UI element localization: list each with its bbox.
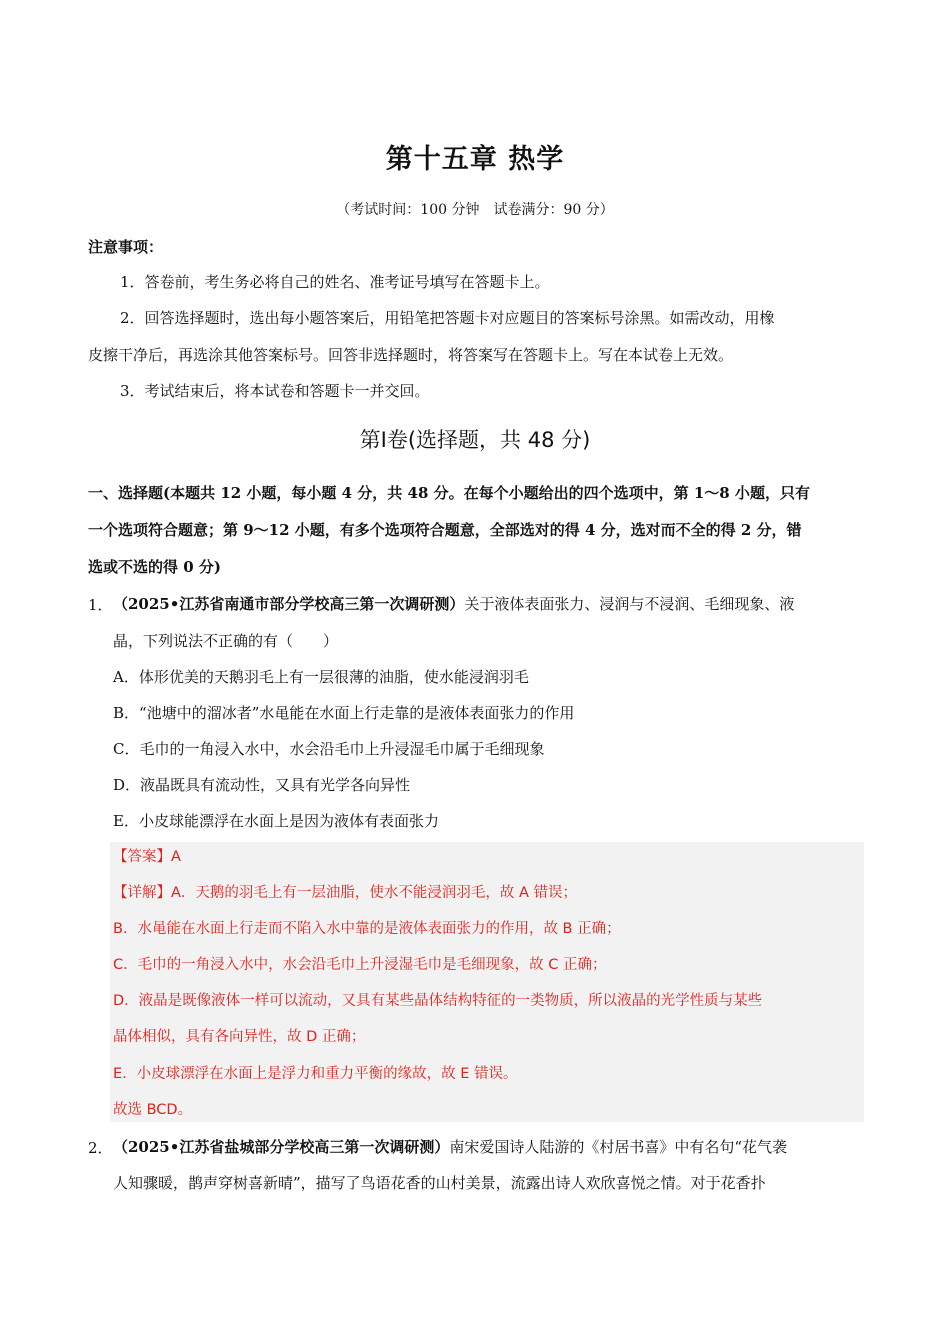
part1-instructions-line-2: 一个选项符合题意；第 9～12 小题，有多个选项符合题意，全部选对的得 4 分，选对而不全的得 2 分，错 xyxy=(88,521,802,539)
question-1-option-d: D．液晶既具有流动性，又具有光学各向异性 xyxy=(113,776,411,794)
notice-item-2-line-2: 皮擦干净后，再选涂其他答案标号。回答非选择题时，将答案写在答题卡上。写在本试卷上无效。 xyxy=(88,346,734,364)
part1-instructions-line-3: 选或不选的得 0 分) xyxy=(88,558,221,576)
question-1-explain-line-3: C．毛巾的一角浸入水中，水会沿毛巾上升浸湿毛巾是毛细现象，故 C 正确； xyxy=(113,957,607,973)
notice-item-1: 1．答卷前，考生务必将自己的姓名、准考证号填写在答题卡上。 xyxy=(120,273,550,291)
question-1-stem-line-1 xyxy=(113,594,794,614)
part1-instructions-line-1: 一、选择题(本题共 12 小题，每小题 4 分，共 48 分。在每个小题给出的四个选项中，第 1～8 小题，只有 xyxy=(88,484,810,502)
question-2-stem-line-1 xyxy=(113,1137,787,1157)
question-2-number: 2． xyxy=(88,1139,113,1157)
question-1-stem-text: 关于液体表面张力、浸润与不浸润、毛细现象、液 xyxy=(464,595,795,613)
question-1-explain-line-4: D．液晶是既像液体一样可以流动，又具有某些晶体结构特征的一类物质，所以液晶的光学性质与某些 xyxy=(113,993,763,1009)
section-title: 第Ⅰ卷(选择题，共 48 分) xyxy=(359,428,591,452)
question-1-option-a: A．体形优美的天鹅羽毛上有一层很薄的油脂，使水能浸润羽毛 xyxy=(113,668,529,686)
notice-item-3: 3．考试结束后，将本试卷和答题卡一并交回。 xyxy=(120,382,430,400)
question-1-answer: 【答案】A xyxy=(113,849,181,865)
question-1-number: 1． xyxy=(88,596,113,614)
page-title: 第十五章 热学 xyxy=(385,144,565,175)
question-1-option-e: E．小皮球能漂浮在水面上是因为液体有表面张力 xyxy=(113,812,439,830)
question-1-explain-line-1: 【详解】A．天鹅的羽毛上有一层油脂，使水不能浸润羽毛，故 A 错误； xyxy=(113,885,578,901)
question-1-option-b: B．“池塘中的溜冰者”水黾能在水面上行走靠的是液体表面张力的作用 xyxy=(113,704,575,722)
question-1-explain-line-6: E．小皮球漂浮在水面上是浮力和重力平衡的缘故，故 E 错误。 xyxy=(113,1066,518,1082)
notice-heading: 注意事项： xyxy=(88,238,164,256)
question-1-option-c: C．毛巾的一角浸入水中，水会沿毛巾上升浸湿毛巾属于毛细现象 xyxy=(113,740,545,758)
question-1-source: （2025•江苏省南通市部分学校高三第一次调研测） xyxy=(113,595,465,613)
question-1-explain-line-2: B．水黾能在水面上行走而不陷入水中靠的是液体表面张力的作用，故 B 正确； xyxy=(113,921,621,937)
question-1-explain-line-5: 晶体相似，具有各向异性，故 D 正确； xyxy=(113,1029,366,1045)
question-1-stem-line-2: 晶，下列说法不正确的有（ ） xyxy=(113,632,339,650)
exam-info: （考试时间：100 分钟 试卷满分：90 分） xyxy=(336,202,614,218)
question-2-stem-line-2: 人知骤暖，鹊声穿树喜新晴”，描写了鸟语花香的山村美景，流露出诗人欢欣喜悦之情。对于花香扑 xyxy=(113,1174,766,1192)
question-1-explain-line-7: 故选 BCD。 xyxy=(113,1102,193,1118)
question-2-stem-text: 南宋爱国诗人陆游的《村居书喜》中有名句“花气袭 xyxy=(449,1138,788,1156)
question-2-source: （2025•江苏省盐城部分学校高三第一次调研测） xyxy=(113,1138,450,1156)
notice-item-2-line-1: 2．回答选择题时，选出每小题答案后，用铅笔把答题卡对应题目的答案标号涂黑。如需改动，用橡 xyxy=(120,309,775,327)
